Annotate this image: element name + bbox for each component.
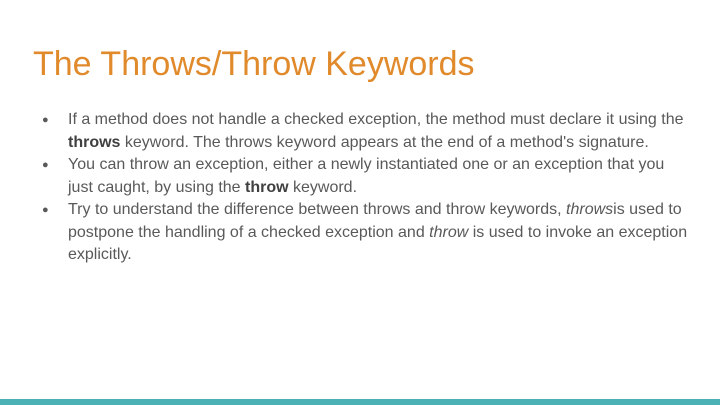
keyword-throws-italic: throws (566, 201, 614, 218)
bullet-item-throw-keyword (40, 154, 690, 199)
bullet-item-difference (40, 199, 690, 267)
keyword-throw-italic: throw (429, 223, 469, 241)
bullet-text: If a method does not handle a checked exception, the method must declare it using the (68, 111, 684, 128)
bullet-text: keyword. The throws keyword appears at the end of a method's signature. (120, 133, 649, 151)
bullet-text: Try to understand the difference between throws and throw keywords, (68, 201, 567, 218)
keyword-throws: throws (68, 133, 121, 151)
bottom-accent-bar (0, 399, 720, 405)
bullet-text: is used to invoke an exception explicitly. (68, 223, 688, 263)
bullet-item-declare-throws (40, 109, 690, 154)
bullet-text: You can throw an exception, either a newly instantiated one or an exception that you just caught, by using the (68, 156, 665, 196)
bullet-dot-icon: ● (42, 159, 49, 171)
bullet-text: keyword. (288, 178, 358, 196)
bullet-text: is used to postpone the handling of a checked exception and (68, 201, 682, 241)
bullet-dot-icon: ● (42, 204, 49, 216)
keyword-throw: throw (245, 178, 289, 196)
bullet-dot-icon: ● (42, 114, 49, 126)
bullet-list (40, 109, 690, 267)
slide-title: The Throws/Throw Keywords (33, 45, 475, 83)
